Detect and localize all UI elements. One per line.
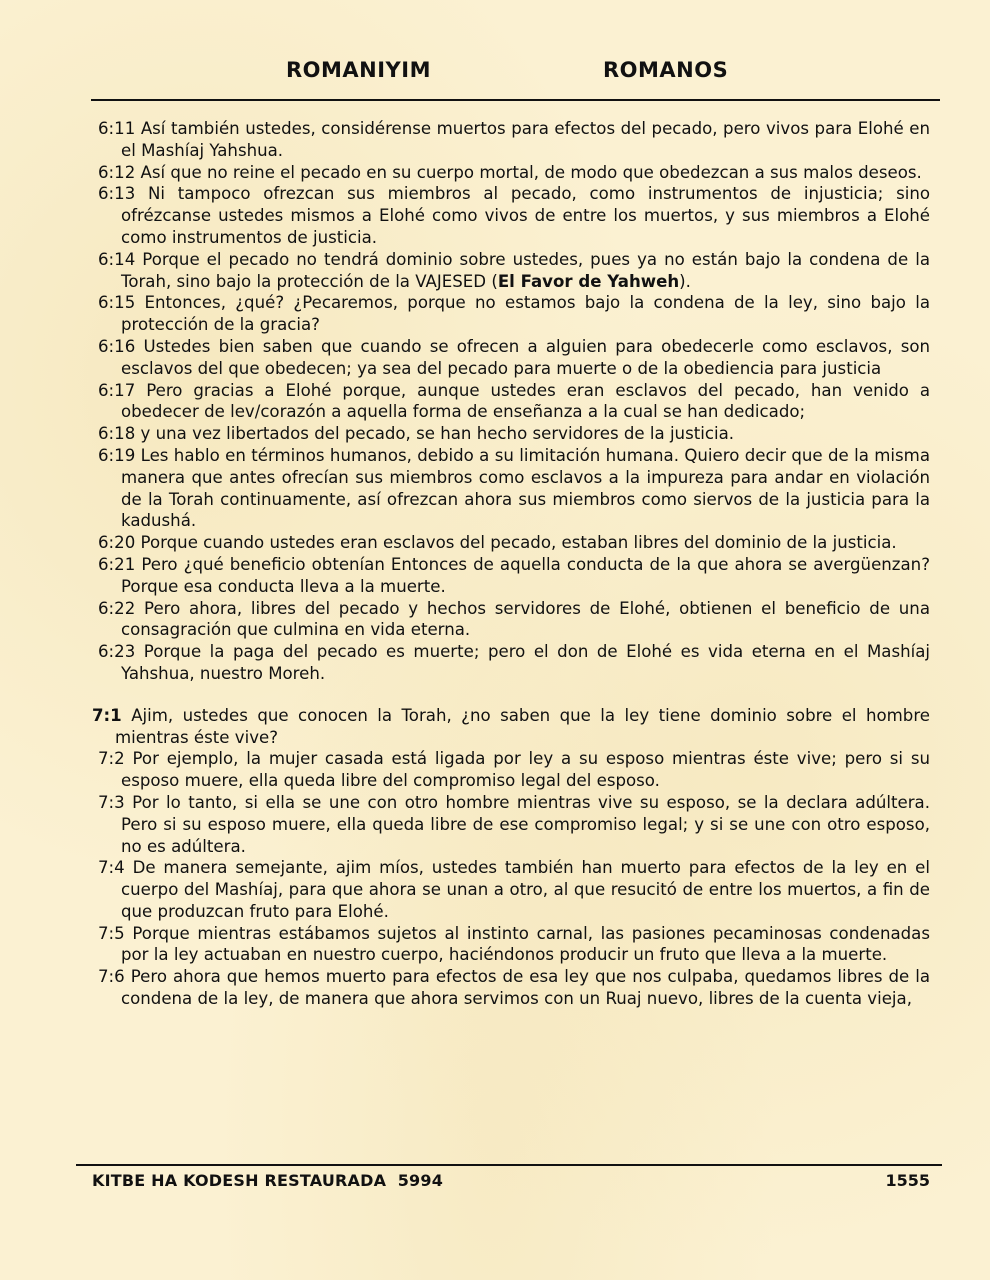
verse-6-21: 6:21 Pero ¿qué beneficio obtenían Entonces de aquella conducta de la que ahora se avergüenzan? Porque esa conducta lleva a la muerte. xyxy=(98,554,931,596)
verse-6-14: 6:14 Porque el pecado no tendrá dominio sobre ustedes, pues ya no están bajo la condena de la Torah, sino bajo la protección de la VAJESED (El Favor de Yahweh). xyxy=(98,249,930,291)
verse-7-6: 7:6 Pero ahora que hemos muerto para efectos de esa ley que nos culpaba, quedamos libres de la condena de la ley, de manera que ahora servimos con un Ruaj nuevo, libres de la cuenta vieja, xyxy=(98,967,930,1009)
scripture-text xyxy=(92,118,931,1010)
verse-7-4: 7:4 De manera semejante, ajim míos, ustedes también han muerto para efectos de la ley en el cuerpo del Mashíaj, para que ahora se unan a otro, al que resucitó de entre los muertos, a fin de que produzcan fruto para Elohé. xyxy=(98,858,930,921)
footer-title: KITBE HA KODESH RESTAURADA 5994 xyxy=(92,1171,444,1190)
verse-6-18: 6:18 y una vez libertados del pecado, se han hecho servidores de la justicia. xyxy=(98,424,735,444)
verse-6-20: 6:20 Porque cuando ustedes eran esclavos del pecado, estaban libres del dominio de la justicia. xyxy=(98,533,897,553)
verse-7-1: 7:1 Ajim, ustedes que conocen la Torah, ¿no saben que la ley tiene dominio sobre el hombre mientras éste vive? xyxy=(92,705,930,747)
verse-6-12: 6:12 Así que no reine el pecado en su cuerpo mortal, de modo que obedezcan a sus malos deseos. xyxy=(98,162,922,182)
verse-6-23: 6:23 Porque la paga del pecado es muerte; pero el don de Elohé es vida eterna en el Mashíaj Yahshua, nuestro Moreh. xyxy=(98,642,930,683)
verse-6-22: 6:22 Pero ahora, libres del pecado y hechos servidores de Elohé, obtienen el beneficio de una consagración que culmina en vida eterna. xyxy=(98,598,930,640)
header-title-hebrew: ROMANIYIM xyxy=(286,58,431,82)
verse-7-3: 7:3 Por lo tanto, si ella se une con otro hombre mientras vive su esposo, se la declara adúltera. Pero si su esposo muere, ella queda libre de ese compromiso legal; y si se une con otro esposo, no es adúltera. xyxy=(98,792,930,856)
footer-rule xyxy=(76,1164,942,1166)
header-title-spanish: ROMANOS xyxy=(603,58,729,82)
verse-6-15: 6:15 Entonces, ¿qué? ¿Pecaremos, porque no estamos bajo la condena de la ley, sino bajo la protección de la gracia? xyxy=(98,293,930,335)
page-header xyxy=(0,58,990,92)
verse-6-13: 6:13 Ni tampoco ofrezcan sus miembros al pecado, como instrumentos de injusticia; sino ofrézcanse ustedes mismos a Elohé como vivos de entre los muertos, y sus miembros a Elohé como instrumentos de justicia. xyxy=(98,184,930,247)
chapter-7-marker: 7:1 xyxy=(92,705,122,725)
verse-6-16: 6:16 Ustedes bien saben que cuando se ofrecen a alguien para obedecerle como esclavos, son esclavos del que obedecen; ya sea del pecado para muerte o de la obediencia para justicia xyxy=(98,336,931,378)
verse-7-5: 7:5 Porque mientras estábamos sujetos al instinto carnal, las pasiones pecaminosas condenadas por la ley actuaban en nuestro cuerpo, haciéndonos producir un fruto que lleva a la muerte. xyxy=(98,923,930,965)
chapter-gap xyxy=(98,685,930,705)
verse-6-11: 6:11 Así también ustedes, considérense muertos para efectos del pecado, pero vivos para Elohé en el Mashíaj Yahshua. xyxy=(98,119,930,160)
verse-6-19: 6:19 Les hablo en términos humanos, debido a su limitación humana. Quiero decir que de la misma manera que antes ofrecían sus miembros como esclavos a la impureza para andar en violación de la Torah continuamente, así ofrezcan ahora sus miembros como siervos de la justicia para la kadushá. xyxy=(98,445,930,531)
bold-phrase: El Favor de Yahweh xyxy=(497,271,680,291)
verse-7-2: 7:2 Por ejemplo, la mujer casada está ligada por ley a su esposo mientras éste vive; pero si su esposo muere, ella queda libre del compromiso legal del esposo. xyxy=(98,749,930,791)
header-rule xyxy=(91,99,940,101)
verse-6-17: 6:17 Pero gracias a Elohé porque, aunque ustedes eran esclavos del pecado, han venido a obedecer de lev/corazón a aquella forma de enseñanza a la cual se han dedicado; xyxy=(98,380,930,422)
page-number: 1555 xyxy=(885,1171,930,1190)
